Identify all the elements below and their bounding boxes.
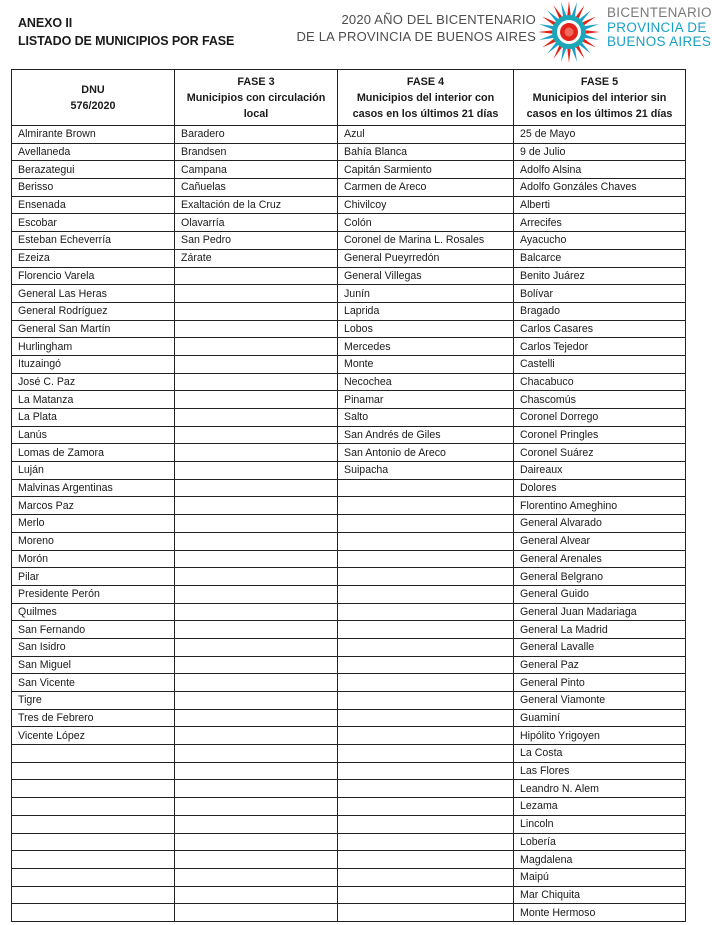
cell-fase4 bbox=[338, 780, 514, 798]
cell-fase5: General La Madrid bbox=[514, 621, 686, 639]
table-row bbox=[12, 568, 686, 586]
cell-fase3 bbox=[175, 515, 338, 533]
cell-fase5: General Guido bbox=[514, 585, 686, 603]
cell-fase4 bbox=[338, 638, 514, 656]
cell-fase4: Monte bbox=[338, 355, 514, 373]
cell-fase4: Junín bbox=[338, 285, 514, 303]
cell-fase5: General Paz bbox=[514, 656, 686, 674]
table-row bbox=[12, 603, 686, 621]
cell-fase5: Magdalena bbox=[514, 851, 686, 869]
cell-fase4: Salto bbox=[338, 409, 514, 427]
cell-fase3 bbox=[175, 709, 338, 727]
cell-fase4: Coronel de Marina L. Rosales bbox=[338, 232, 514, 250]
cell-fase4 bbox=[338, 603, 514, 621]
cell-fase5: La Costa bbox=[514, 745, 686, 763]
cell-fase4 bbox=[338, 479, 514, 497]
cell-fase4 bbox=[338, 762, 514, 780]
table-row bbox=[12, 232, 686, 250]
cell-fase4 bbox=[338, 621, 514, 639]
cell-fase5: Adolfo Gonzáles Chaves bbox=[514, 179, 686, 197]
cell-fase5: Lezama bbox=[514, 798, 686, 816]
year-line-1: 2020 AÑO DEL BICENTENARIO bbox=[341, 12, 536, 27]
cell-dnu bbox=[12, 745, 175, 763]
cell-fase5: Carlos Casares bbox=[514, 320, 686, 338]
cell-fase4: Necochea bbox=[338, 373, 514, 391]
cell-fase5: Dolores bbox=[514, 479, 686, 497]
cell-dnu: Hurlingham bbox=[12, 338, 175, 356]
table-row bbox=[12, 249, 686, 267]
cell-fase4 bbox=[338, 585, 514, 603]
cell-fase5: Florentino Ameghino bbox=[514, 497, 686, 515]
cell-fase3 bbox=[175, 267, 338, 285]
cell-fase5: General Arenales bbox=[514, 550, 686, 568]
cell-fase5: Monte Hermoso bbox=[514, 904, 686, 922]
cell-fase4 bbox=[338, 727, 514, 745]
cell-fase3 bbox=[175, 638, 338, 656]
cell-fase5: Castelli bbox=[514, 355, 686, 373]
cell-fase5: General Belgrano bbox=[514, 568, 686, 586]
cell-dnu: Tres de Febrero bbox=[12, 709, 175, 727]
cell-dnu: Quilmes bbox=[12, 603, 175, 621]
table-row bbox=[12, 851, 686, 869]
cell-fase4: General Villegas bbox=[338, 267, 514, 285]
cell-fase5: 25 de Mayo bbox=[514, 126, 686, 144]
cell-fase4: San Andrés de Giles bbox=[338, 426, 514, 444]
bicentenary-caption bbox=[296, 11, 536, 45]
table-row bbox=[12, 161, 686, 179]
table-row bbox=[12, 214, 686, 232]
cell-fase3: Baradero bbox=[175, 126, 338, 144]
cell-fase4 bbox=[338, 515, 514, 533]
table-row bbox=[12, 815, 686, 833]
cell-fase5: Las Flores bbox=[514, 762, 686, 780]
cell-dnu: Escobar bbox=[12, 214, 175, 232]
table-row bbox=[12, 179, 686, 197]
cell-fase3 bbox=[175, 320, 338, 338]
cell-fase3 bbox=[175, 798, 338, 816]
table-row bbox=[12, 868, 686, 886]
cell-fase5: General Pinto bbox=[514, 674, 686, 692]
cell-dnu: Florencio Varela bbox=[12, 267, 175, 285]
header-dnu: DNU 576/2020 bbox=[12, 70, 175, 126]
cell-fase3 bbox=[175, 833, 338, 851]
table-row bbox=[12, 426, 686, 444]
cell-fase5: General Juan Madariaga bbox=[514, 603, 686, 621]
cell-dnu: San Miguel bbox=[12, 656, 175, 674]
cell-fase5: Alberti bbox=[514, 196, 686, 214]
cell-fase3 bbox=[175, 338, 338, 356]
cell-fase3 bbox=[175, 692, 338, 710]
cell-dnu: Lomas de Zamora bbox=[12, 444, 175, 462]
table-row bbox=[12, 638, 686, 656]
cell-fase5: Lincoln bbox=[514, 815, 686, 833]
table-header-row bbox=[12, 70, 686, 126]
cell-fase3 bbox=[175, 656, 338, 674]
cell-fase5: Mar Chiquita bbox=[514, 886, 686, 904]
cell-fase4: Pinamar bbox=[338, 391, 514, 409]
municipalities-table bbox=[11, 69, 686, 922]
cell-dnu: General Las Heras bbox=[12, 285, 175, 303]
cell-fase4: Carmen de Areco bbox=[338, 179, 514, 197]
cell-dnu bbox=[12, 833, 175, 851]
cell-fase5: Chascomús bbox=[514, 391, 686, 409]
cell-fase5: Daireaux bbox=[514, 462, 686, 480]
cell-fase3: San Pedro bbox=[175, 232, 338, 250]
cell-fase3 bbox=[175, 355, 338, 373]
cell-dnu: Luján bbox=[12, 462, 175, 480]
table-row bbox=[12, 745, 686, 763]
cell-fase4 bbox=[338, 674, 514, 692]
cell-dnu: Almirante Brown bbox=[12, 126, 175, 144]
bicentenario-sun-logo-icon bbox=[535, 0, 603, 64]
cell-fase5: Ayacucho bbox=[514, 232, 686, 250]
cell-dnu: Esteban Echeverría bbox=[12, 232, 175, 250]
table-row bbox=[12, 515, 686, 533]
cell-dnu: La Matanza bbox=[12, 391, 175, 409]
cell-fase4: Suipacha bbox=[338, 462, 514, 480]
cell-fase4 bbox=[338, 833, 514, 851]
bicentenario-wordmark bbox=[607, 6, 712, 50]
table-row bbox=[12, 674, 686, 692]
cell-fase4 bbox=[338, 886, 514, 904]
cell-dnu: Ensenada bbox=[12, 196, 175, 214]
cell-fase3 bbox=[175, 302, 338, 320]
cell-fase3 bbox=[175, 886, 338, 904]
cell-fase5: General Alvear bbox=[514, 532, 686, 550]
cell-fase5: Carlos Tejedor bbox=[514, 338, 686, 356]
table-row bbox=[12, 373, 686, 391]
cell-dnu: Ituzaingó bbox=[12, 355, 175, 373]
table-row bbox=[12, 656, 686, 674]
cell-dnu: Avellaneda bbox=[12, 143, 175, 161]
table-row bbox=[12, 621, 686, 639]
cell-dnu: San Isidro bbox=[12, 638, 175, 656]
table-row bbox=[12, 355, 686, 373]
cell-dnu: Vicente López bbox=[12, 727, 175, 745]
table-row bbox=[12, 886, 686, 904]
header-fase5: FASE 5 Municipios del interior sin casos en los últimos 21 días bbox=[514, 70, 686, 126]
cell-fase4: General Pueyrredón bbox=[338, 249, 514, 267]
cell-fase3 bbox=[175, 585, 338, 603]
table-row bbox=[12, 196, 686, 214]
table-body bbox=[12, 126, 686, 922]
cell-fase3 bbox=[175, 285, 338, 303]
table-row bbox=[12, 409, 686, 427]
cell-fase3 bbox=[175, 674, 338, 692]
cell-dnu: Lanús bbox=[12, 426, 175, 444]
cell-fase4: Laprida bbox=[338, 302, 514, 320]
cell-fase4 bbox=[338, 532, 514, 550]
table-row bbox=[12, 727, 686, 745]
cell-dnu: La Plata bbox=[12, 409, 175, 427]
cell-fase5: General Lavalle bbox=[514, 638, 686, 656]
cell-fase3 bbox=[175, 762, 338, 780]
table-row bbox=[12, 285, 686, 303]
table-row bbox=[12, 320, 686, 338]
table-row bbox=[12, 338, 686, 356]
cell-fase3 bbox=[175, 745, 338, 763]
table-row bbox=[12, 550, 686, 568]
document-title bbox=[18, 14, 234, 50]
cell-fase5: General Viamonte bbox=[514, 692, 686, 710]
table-row bbox=[12, 462, 686, 480]
cell-fase4 bbox=[338, 692, 514, 710]
table-row bbox=[12, 692, 686, 710]
table-row bbox=[12, 762, 686, 780]
table-row bbox=[12, 126, 686, 144]
cell-fase4 bbox=[338, 550, 514, 568]
header-fase4: FASE 4 Municipios del interior con casos en los últimos 21 días bbox=[338, 70, 514, 126]
cell-dnu: Ezeiza bbox=[12, 249, 175, 267]
cell-dnu bbox=[12, 886, 175, 904]
cell-dnu: Morón bbox=[12, 550, 175, 568]
cell-fase5: Adolfo Alsina bbox=[514, 161, 686, 179]
cell-fase3 bbox=[175, 409, 338, 427]
cell-dnu: Berazategui bbox=[12, 161, 175, 179]
cell-fase3 bbox=[175, 532, 338, 550]
list-subtitle: LISTADO DE MUNICIPIOS POR FASE bbox=[18, 34, 235, 48]
table-row bbox=[12, 143, 686, 161]
table-row bbox=[12, 302, 686, 320]
cell-dnu bbox=[12, 868, 175, 886]
table-row bbox=[12, 391, 686, 409]
cell-fase3: Zárate bbox=[175, 249, 338, 267]
table-row bbox=[12, 709, 686, 727]
cell-fase5: General Alvarado bbox=[514, 515, 686, 533]
cell-fase5: Balcarce bbox=[514, 249, 686, 267]
cell-fase3: Campana bbox=[175, 161, 338, 179]
cell-fase4: Azul bbox=[338, 126, 514, 144]
cell-fase4: Lobos bbox=[338, 320, 514, 338]
cell-dnu: General Rodríguez bbox=[12, 302, 175, 320]
cell-dnu bbox=[12, 762, 175, 780]
cell-fase3 bbox=[175, 780, 338, 798]
cell-fase3 bbox=[175, 497, 338, 515]
cell-fase3 bbox=[175, 568, 338, 586]
annex-label: ANEXO II bbox=[18, 16, 73, 30]
cell-fase4: Bahía Blanca bbox=[338, 143, 514, 161]
cell-fase4 bbox=[338, 815, 514, 833]
cell-dnu: Malvinas Argentinas bbox=[12, 479, 175, 497]
table-row bbox=[12, 798, 686, 816]
table-row bbox=[12, 780, 686, 798]
cell-fase5: Coronel Pringles bbox=[514, 426, 686, 444]
cell-fase4 bbox=[338, 851, 514, 869]
cell-fase5: Hipólito Yrigoyen bbox=[514, 727, 686, 745]
cell-dnu bbox=[12, 904, 175, 922]
table-row bbox=[12, 479, 686, 497]
cell-fase3 bbox=[175, 727, 338, 745]
cell-dnu bbox=[12, 780, 175, 798]
cell-fase5: Coronel Suárez bbox=[514, 444, 686, 462]
cell-fase3: Exaltación de la Cruz bbox=[175, 196, 338, 214]
cell-dnu: General San Martín bbox=[12, 320, 175, 338]
cell-fase5: Leandro N. Alem bbox=[514, 780, 686, 798]
cell-fase4: Mercedes bbox=[338, 338, 514, 356]
cell-fase3 bbox=[175, 444, 338, 462]
table-row bbox=[12, 904, 686, 922]
table-row bbox=[12, 585, 686, 603]
cell-fase5: Arrecifes bbox=[514, 214, 686, 232]
table-row bbox=[12, 267, 686, 285]
cell-dnu: Presidente Perón bbox=[12, 585, 175, 603]
cell-fase5: Bolívar bbox=[514, 285, 686, 303]
header-fase3: FASE 3 Municipios con circulación local bbox=[175, 70, 338, 126]
wordmark-line-3: BUENOS AIRES bbox=[607, 34, 712, 49]
cell-fase4: Capitán Sarmiento bbox=[338, 161, 514, 179]
cell-fase3 bbox=[175, 851, 338, 869]
cell-fase4 bbox=[338, 568, 514, 586]
cell-dnu bbox=[12, 798, 175, 816]
cell-fase4: Colón bbox=[338, 214, 514, 232]
wordmark-line-2: PROVINCIA DE bbox=[607, 19, 707, 35]
cell-dnu: San Vicente bbox=[12, 674, 175, 692]
cell-dnu: Merlo bbox=[12, 515, 175, 533]
cell-dnu: Moreno bbox=[12, 532, 175, 550]
table-row bbox=[12, 497, 686, 515]
cell-fase3 bbox=[175, 603, 338, 621]
cell-dnu: San Fernando bbox=[12, 621, 175, 639]
cell-fase3 bbox=[175, 550, 338, 568]
cell-fase3 bbox=[175, 815, 338, 833]
cell-dnu: Berisso bbox=[12, 179, 175, 197]
cell-fase5: Benito Juárez bbox=[514, 267, 686, 285]
cell-fase5: Lobería bbox=[514, 833, 686, 851]
cell-fase5: Guaminí bbox=[514, 709, 686, 727]
cell-dnu: Pilar bbox=[12, 568, 175, 586]
cell-fase4 bbox=[338, 868, 514, 886]
cell-fase4: Chivilcoy bbox=[338, 196, 514, 214]
cell-fase3 bbox=[175, 462, 338, 480]
cell-fase5: Maipú bbox=[514, 868, 686, 886]
cell-fase4 bbox=[338, 709, 514, 727]
table-row bbox=[12, 833, 686, 851]
cell-fase4 bbox=[338, 497, 514, 515]
cell-fase5: 9 de Julio bbox=[514, 143, 686, 161]
cell-fase3 bbox=[175, 373, 338, 391]
cell-dnu: Marcos Paz bbox=[12, 497, 175, 515]
year-line-2: DE LA PROVINCIA DE BUENOS AIRES bbox=[296, 29, 536, 44]
cell-dnu: José C. Paz bbox=[12, 373, 175, 391]
cell-fase5: Coronel Dorrego bbox=[514, 409, 686, 427]
cell-dnu bbox=[12, 815, 175, 833]
cell-fase3 bbox=[175, 426, 338, 444]
cell-fase3 bbox=[175, 904, 338, 922]
table-row bbox=[12, 532, 686, 550]
cell-fase3: Olavarría bbox=[175, 214, 338, 232]
cell-fase5: Chacabuco bbox=[514, 373, 686, 391]
cell-dnu: Tigre bbox=[12, 692, 175, 710]
cell-fase4 bbox=[338, 798, 514, 816]
cell-fase4 bbox=[338, 745, 514, 763]
cell-fase5: Bragado bbox=[514, 302, 686, 320]
cell-fase4 bbox=[338, 656, 514, 674]
cell-fase4: San Antonio de Areco bbox=[338, 444, 514, 462]
cell-fase3 bbox=[175, 391, 338, 409]
cell-fase3 bbox=[175, 479, 338, 497]
cell-fase3: Cañuelas bbox=[175, 179, 338, 197]
cell-fase4 bbox=[338, 904, 514, 922]
cell-fase3 bbox=[175, 621, 338, 639]
cell-fase3: Brandsen bbox=[175, 143, 338, 161]
table-row bbox=[12, 444, 686, 462]
cell-dnu bbox=[12, 851, 175, 869]
wordmark-line-1: BICENTENARIO bbox=[607, 5, 712, 20]
cell-fase3 bbox=[175, 868, 338, 886]
